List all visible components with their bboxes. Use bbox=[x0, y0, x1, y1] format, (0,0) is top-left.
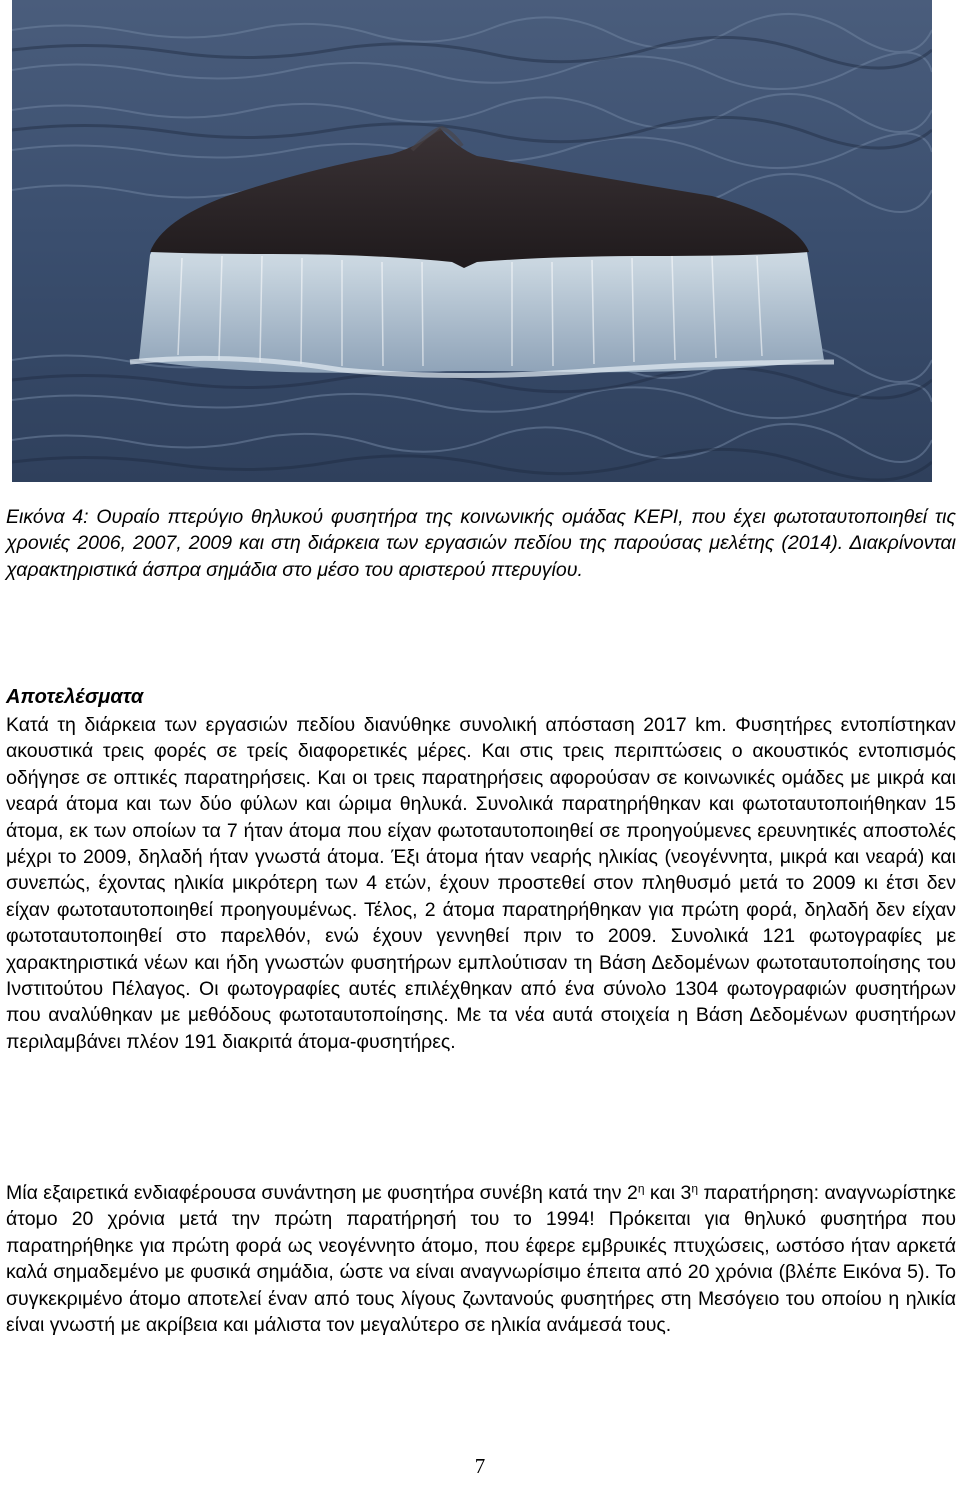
paragraph-2-part-3: παρατήρηση: αναγνωρίστηκε άτομο 20 χρόνια μετά την πρώτη παρατήρησή του το 1994! Πρόκειται για θηλυκό φυσητήρα που παρατηρήθηκε για πρώτη φορά ως νεογέννητο άτομο, που έφερε εμβρυικές πτυχώσεις, ωστόσο ήταν αρκετά καλά σημαδεμένο με φυσικά σημάδια, ώστε να είναι αναγνωρίσιμο έπειτα από 20 χρόνια (βλέπε Εικόνα 5). Το συγκεκριμένο άτομο αποτελεί έναν από τους λίγους ζωντανούς φυσητήρες στη Μεσόγειο του οποίου η ηλικία είναι γνωστή με ακρίβεια και μάλιστα τον μεγαλύτερο σε ηλικία ανάμεσά τους. bbox=[6, 1182, 956, 1337]
superscript-eta-2: η bbox=[691, 1181, 699, 1196]
figure-caption: Εικόνα 4: Ουραίο πτερύγιο θηλυκού φυσητήρα της κοινωνικής ομάδας KEPI, που έχει φωτοταυτοποιηθεί τις χρονιές 2006, 2007, 2009 και στη διάρκεια των εργασιών πεδίου της παρούσας μελέτης (2014). Διακρίνονται χαρακτηριστικά άσπρα σημάδια στο μέσο του αριστερού πτερυγίου. bbox=[6, 506, 956, 581]
results-paragraph-1: Κατά τη διάρκεια των εργασιών πεδίου διανύθηκε συνολική απόσταση 2017 km. Φυσητήρες εντοπίστηκαν ακουστικά τρεις φορές σε τρείς διαφορετικές μέρες. Και στις τρεις περιπτώσεις ο ακουστικός εντοπισμός οδήγησε σε οπτικές παρατηρήσεις. Και οι τρεις παρατηρήσεις αφορούσαν σε κοινωνικές ομάδες με μικρά και νεαρά άτομα και των δύο φύλων και ώριμα θηλυκά. Συνολικά παρατηρήθηκαν και φωτοταυτοποιήθηκαν 15 άτομα, εκ των οποίων τα 7 ήταν άτομα που είχαν φωτοταυτοποιηθεί σε προηγούμενες ερευνητικές αποστολές μέχρι το 2009, δηλαδή ήταν γνωστά άτομα. Έξι άτομα ήταν νεαρής ηλικίας (νεογέννητα, μικρά και νεαρά) και συνεπώς, έχοντας ηλικία μικρότερη των 4 ετών, έχουν προστεθεί στον πληθυσμό μετά το 2009 κι έτσι δεν είχαν φωτοταυτοποιηθεί προηγουμένως. Τέλος, 2 άτομα παρατηρήθηκαν για πρώτη φορά, δηλαδή δεν είχαν φωτοταυτοποιηθεί στο παρελθόν, ενώ έχουν γεννηθεί πριν το 2009. Συνολικά 121 φωτογραφίες με χαρακτηριστικά νέων και ήδη γνωστών φυσητήρων εμπλούτισαν τη Βάση Δεδομένων φωτοταυτοποίησης του Ινστιτούτου Πέλαγος. Οι φωτογραφίες αυτές επιλέχθηκαν από ένα σύνολο 1304 φωτογραφιών φυσητήρων που αναλύθηκαν με μεθόδους φωτοταυτοποίησης. Με τα νέα αυτά στοιχεία η Βάση Δεδομένων φυσητήρων περιλαμβάνει πλέον 191 διακριτά άτομα-φυσητήρες. bbox=[6, 714, 956, 1053]
paragraph-2-part-2: και 3 bbox=[644, 1182, 692, 1204]
results-paragraph-2 bbox=[6, 1180, 956, 1338]
paragraph-2-part-1: Μία εξαιρετικά ενδιαφέρουσα συνάντηση με φυσητήρα συνέβη κατά την 2 bbox=[6, 1182, 638, 1204]
superscript-eta-1: η bbox=[637, 1181, 645, 1196]
section-heading: Αποτελέσματα bbox=[6, 686, 144, 708]
page-number: 7 bbox=[474, 1454, 486, 1478]
whale-fluke-photo bbox=[12, 0, 932, 482]
